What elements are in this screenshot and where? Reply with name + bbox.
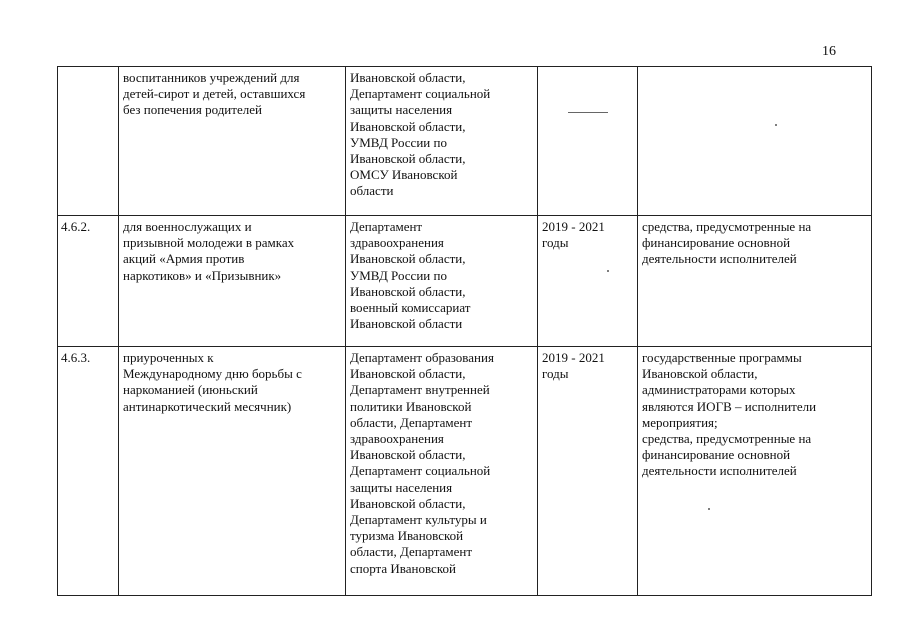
cell-executors xyxy=(346,67,538,216)
funding-text: средства, предусмотренные на финансирование основной деятельности исполнителей xyxy=(642,219,812,267)
cell-funding xyxy=(638,347,872,596)
cell-measure xyxy=(119,347,346,596)
executors-text: Департамент здравоохранения Ивановской области, УМВД России по Ивановской области, военный комиссариат Ивановской области xyxy=(350,219,471,332)
scan-speck xyxy=(708,508,710,510)
executors-text: Департамент образования Ивановской области, Департамент внутренней политики Ивановской области, Департамент здравоохранения Ивановской области, Департамент социальной защиты населения Ивановской области, Департамент культуры и туризма Ивановской области, Департамент спорта Ивановской xyxy=(350,350,494,576)
term-text: 2019 - 2021 годы xyxy=(542,350,605,382)
table-row xyxy=(58,216,872,347)
cell-funding xyxy=(638,216,872,347)
cell-number xyxy=(58,216,119,347)
cell-number xyxy=(58,67,119,216)
cell-term xyxy=(538,216,638,347)
measure-text: для военнослужащих и призывной молодежи в рамках акций «Армия против наркотиков» и «Призывник» xyxy=(123,219,295,283)
measure-text: приуроченных к Международному дню борьбы с наркоманией (июньский антинаркотический месячник) xyxy=(123,350,302,414)
cell-executors xyxy=(346,216,538,347)
measures-table xyxy=(57,66,872,596)
cell-term xyxy=(538,347,638,596)
row-number: 4.6.3. xyxy=(61,350,91,365)
scan-speck xyxy=(775,124,777,126)
cell-funding xyxy=(638,67,872,216)
cell-term xyxy=(538,67,638,216)
funding-text: государственные программы Ивановской области, администраторами которых являются ИОГВ – исполнители мероприятия; средства, предусмотренные на финансирование основной деятельности исполнителей xyxy=(642,350,817,479)
row-number: 4.6.2. xyxy=(61,219,91,234)
cell-executors xyxy=(346,347,538,596)
scan-speck xyxy=(607,270,609,272)
executors-text: Ивановской области, Департамент социальной защиты населения Ивановской области, УМВД России по Ивановской области, ОМСУ Ивановской области xyxy=(350,70,491,199)
term-text: 2019 - 2021 годы xyxy=(542,219,605,251)
cell-measure xyxy=(119,67,346,216)
term-dash xyxy=(568,112,608,113)
table-row xyxy=(58,347,872,596)
page-number: 16 xyxy=(822,44,836,59)
cell-number xyxy=(58,347,119,596)
table-row-continuation xyxy=(58,67,872,216)
cell-measure xyxy=(119,216,346,347)
measure-text: воспитанников учреждений для детей-сирот и детей, оставшихся без попечения родителей xyxy=(123,70,306,118)
